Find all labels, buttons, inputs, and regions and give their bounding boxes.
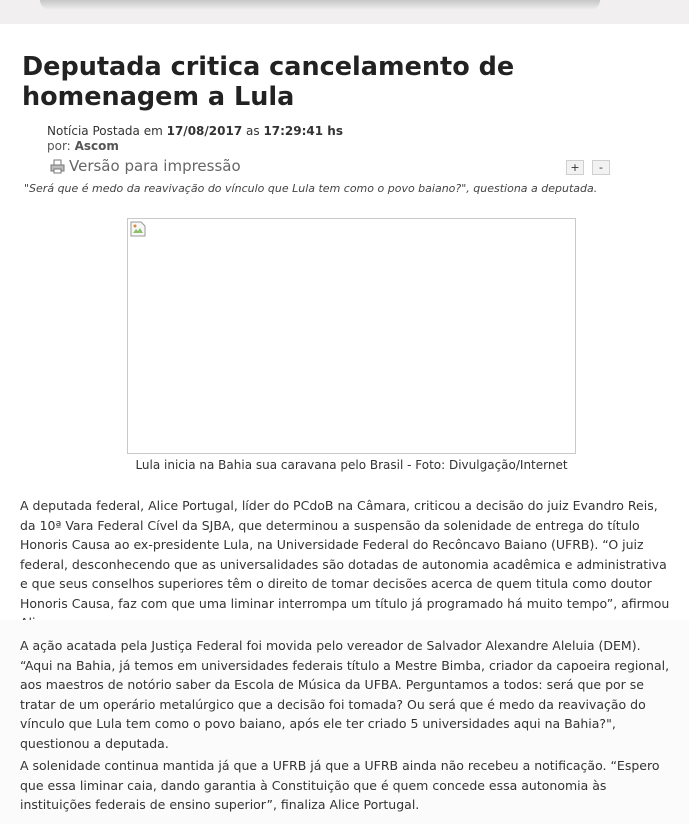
font-size-controls <box>566 160 610 175</box>
photo-caption: Lula inicia na Bahia sua caravana pelo Brasil - Foto: Divulgação/Internet <box>135 458 568 472</box>
font-increase-button[interactable]: + <box>566 160 584 175</box>
posted-mid: as <box>246 124 260 138</box>
article-paragraph-3: A solenidade continua mantida já que a UFRB já que a UFRB ainda não recebeu a notificação. “Espero que essa liminar caia, dando garantia à Constituição que é quem concede essa autonomia às instituições federais de ensino superior”, finaliza Alice Portugal. <box>20 758 660 812</box>
posted-line <box>47 124 343 139</box>
author-line <box>47 139 343 154</box>
article-paragraph-1: A deputada federal, Alice Portugal, líder do PCdoB na Câmara, criticou a decisão do juiz Evandro Reis, da 10ª Vara Federal Cível da SJBA, que determinou a suspensão da solenidade de entrega do título Honoris Causa ao ex-presidente Lula, na Universidade Federal do Recôncavo Baiano (UFRB). “O juiz federal, desconhecendo que as universalidades são dotadas de autonomia acadêmica e administrativa e que seus conselhos superiores têm o direito de tomar decisões acerca de quem titula como doutor Honoris Causa, faz com que uma liminar interrompa um título já programado há muito tempo”, afirmou <box>20 498 670 611</box>
article-lead: "Será que é medo da reavivação do vínculo que Lula tem como o povo baiano?", questiona a deputada. <box>24 182 598 195</box>
article-title: Deputada critica cancelamento de homenagem a Lula <box>22 52 515 112</box>
print-version-link[interactable] <box>50 156 241 176</box>
author-label: por: <box>47 139 71 153</box>
print-version-label: Versão para impressão <box>69 157 241 175</box>
article-paragraph-2: A ação acatada pela Justiça Federal foi movida pelo vereador de Salvador Alexandre Aleluia (DEM). “Aqui na Bahia, já temos em universidades federais título a Mestre Bimba, criador da capoeira regional, aos maestros de notório saber da Escola de Música da UFBA. Perguntamos a todos: será que por se tratar de um operário metalúrgico que a decisão foi tomada? Ou será que é medo da reavivação do vínculo que Lula tem como o povo baiano, após ele ter criado 5 universidades aqui na Bahia?", questionou a deputada. <box>20 638 670 751</box>
top-banner-strip <box>0 0 689 24</box>
posted-prefix: Notícia Postada em <box>47 124 163 138</box>
author-name: Ascom <box>74 139 119 153</box>
posted-date: 17/08/2017 <box>166 124 243 138</box>
article-photo <box>127 218 576 454</box>
font-decrease-button[interactable]: - <box>592 160 610 175</box>
printer-icon <box>50 159 65 174</box>
broken-image-icon <box>130 221 146 237</box>
article-meta <box>47 124 343 154</box>
banner-shadow <box>40 0 600 10</box>
posted-time: 17:29:41 hs <box>263 124 343 138</box>
